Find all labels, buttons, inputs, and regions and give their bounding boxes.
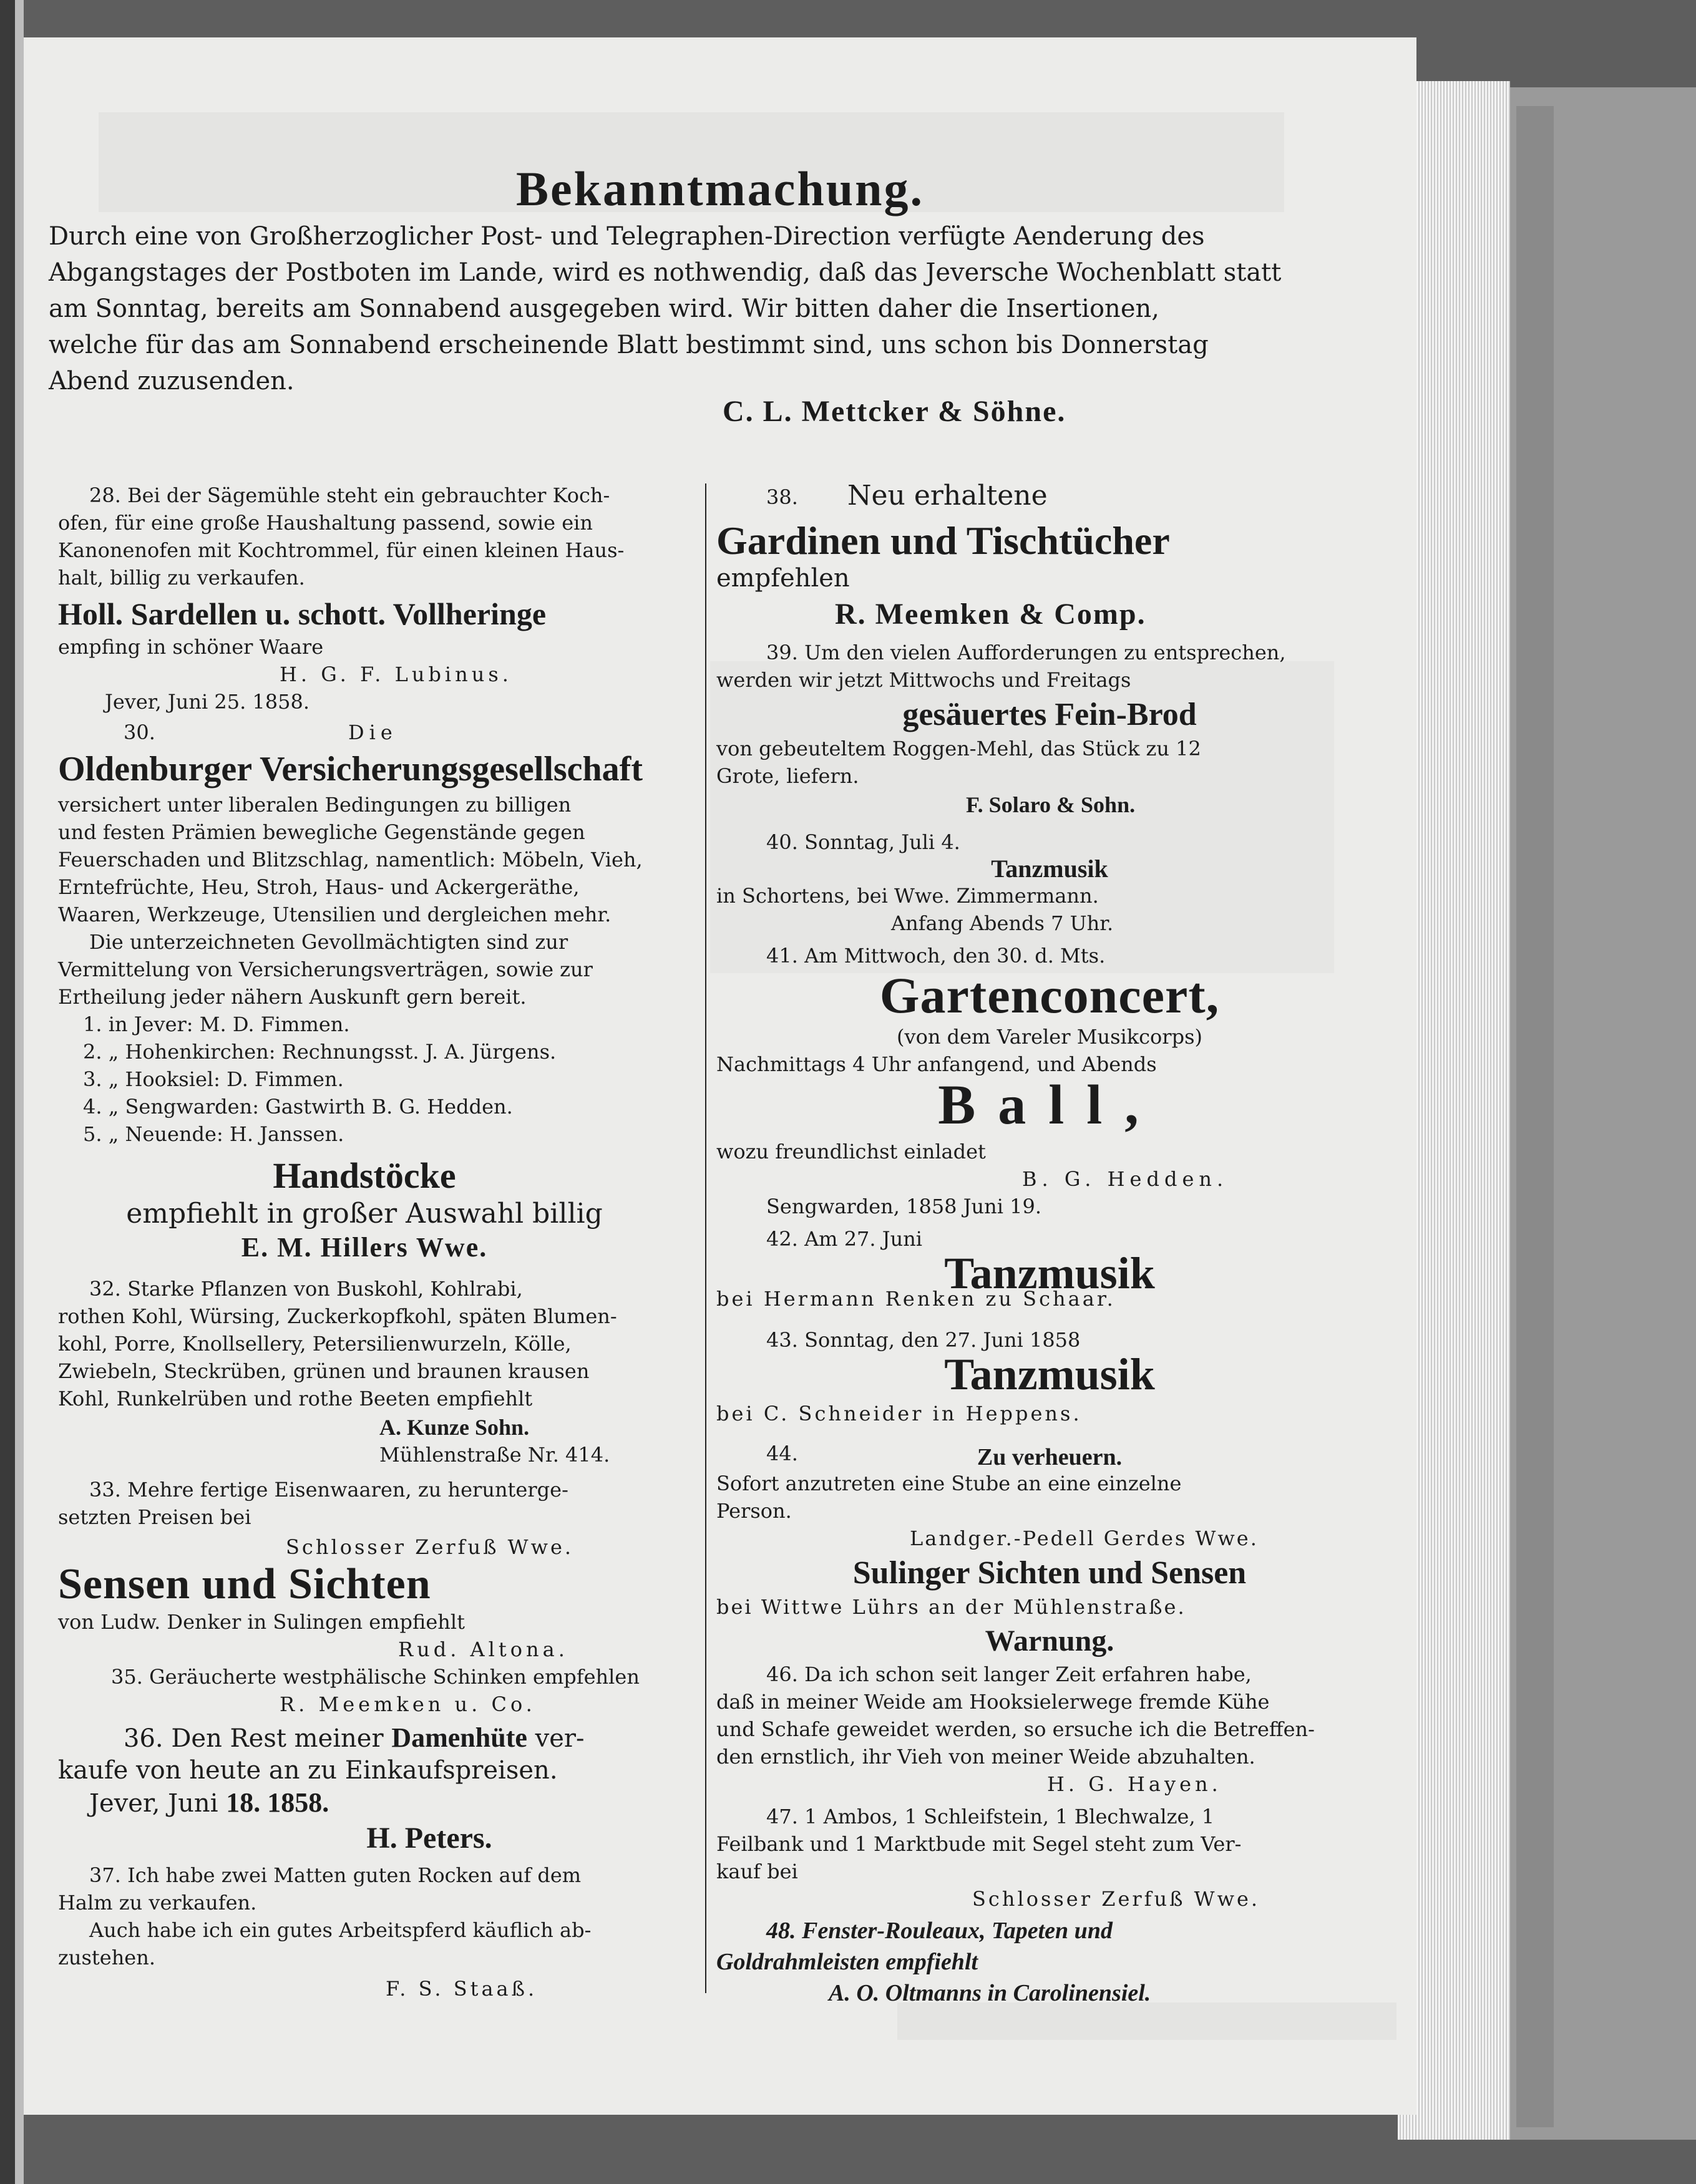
ad-37-line: 37. Ich habe zwei Matten guten Rocken auf dem	[89, 1863, 582, 1887]
ad-47-line: kauf bei	[716, 1860, 798, 1883]
ad-38-number: 38.	[766, 485, 798, 509]
ad-30-agent: 4. „ Sengwarden: Gastwirth B. G. Hedden.	[83, 1095, 513, 1119]
ad-38-line: empfehlen	[716, 564, 850, 593]
ad-39-line: von gebeuteltem Roggen-Mehl, das Stück zu 12	[716, 737, 1201, 760]
ad-sensen-text: von Ludw. Denker in Sulingen empfiehlt	[58, 1610, 465, 1634]
ad-handstocke-signature: E. M. Hillers Wwe.	[241, 1232, 488, 1263]
ad-30-agent: 2. „ Hohenkirchen: Rechnungsst. J. A. Jürgens.	[83, 1040, 557, 1064]
ad-40-line: 40. Sonntag, Juli 4.	[766, 830, 960, 854]
ad-32-line: 32. Starke Pflanzen von Buskohl, Kohlrabi,	[89, 1277, 523, 1301]
ad-38-line: Neu erhaltene	[847, 480, 1048, 512]
ad-30-line: Ertheilung jeder nähern Auskunft gern bereit.	[58, 985, 527, 1009]
book-spine-shadow	[0, 0, 15, 2184]
ad-39-title: gesäuertes Fein-Brod	[902, 697, 1197, 732]
ad-36-line: kaufe von heute an zu Einkaufspreisen.	[58, 1756, 558, 1785]
ad-44-number: 44.	[766, 1442, 798, 1465]
ad-40-line: in Schortens, bei Wwe. Zimmermann.	[716, 884, 1099, 908]
ad-30-line: Vermittelung von Versicherungsverträgen, sowie zur	[58, 958, 593, 981]
ad-36-signature: H. Peters.	[366, 1822, 492, 1855]
ad-30-line: versichert unter liberalen Bedingungen zu billigen	[58, 793, 572, 817]
ad-36-text: ver-	[535, 1724, 585, 1753]
ad-33-line: setzten Preisen bei	[58, 1505, 251, 1529]
ad-48-line: 48. Fenster-Rouleaux, Tapeten und	[766, 1918, 1113, 1944]
ad-47-line: Feilbank und 1 Marktbude mit Segel steht zum Ver-	[716, 1832, 1242, 1856]
page-title: Bekanntmachung.	[516, 162, 924, 216]
ad-39-line: werden wir jetzt Mittwochs und Freitags	[716, 668, 1131, 692]
ad-32-line: rothen Kohl, Würsing, Zuckerkopfkohl, späten Blumen-	[58, 1304, 617, 1328]
ad-44-line: Sofort anzutreten eine Stube an eine einzelne	[716, 1472, 1182, 1495]
ad-35-text: 35. Geräucherte westphälische Schinken empfehlen	[111, 1665, 640, 1689]
ad-39-line: Grote, liefern.	[716, 764, 859, 788]
ad-30-number: 30.	[124, 721, 155, 744]
ad-41-ball: Ball,	[938, 1074, 1161, 1136]
notice-signature: C. L. Mettcker & Söhne.	[723, 395, 1066, 428]
ad-35-signature: R. Meemken u. Co.	[280, 1692, 536, 1716]
ad-30-line: Feuerschaden und Blitzschlag, namentlich: Möbeln, Vieh,	[58, 848, 643, 871]
ad-37-line: Halm zu verkaufen.	[58, 1891, 257, 1915]
ad-sardellen-title: Holl. Sardellen u. schott. Vollheringe	[58, 596, 547, 631]
ad-42-line: bei Hermann Renken zu Schaar.	[716, 1287, 1116, 1311]
ad-30-title: Oldenburger Versicherungsgesellschaft	[58, 750, 643, 789]
ad-47-line: 47. 1 Ambos, 1 Schleifstein, 1 Blechwalze, 1	[766, 1805, 1215, 1828]
ad-46-line: daß in meiner Weide am Hooksielerwege fremde Kühe	[716, 1690, 1270, 1714]
ad-32-line: Zwiebeln, Steckrüben, grünen und braunen krausen	[58, 1359, 590, 1383]
ad-40-title: Tanzmusik	[991, 855, 1108, 883]
ad-36-text: 36. Den Rest meiner	[124, 1724, 384, 1753]
ad-28-line: 28. Bei der Sägemühle steht ein gebrauchter Koch-	[89, 483, 610, 507]
notice-line: Durch eine von Großherzoglicher Post- und Telegraphen-Direction verfügte Aenderung des	[49, 222, 1205, 251]
ad-47-signature: Schlosser Zerfuß Wwe.	[972, 1887, 1260, 1911]
ad-48-line: Goldrahmleisten empfiehlt	[716, 1949, 978, 1975]
notice-line: Abend zuzusenden.	[49, 367, 295, 396]
ad-40-line: Anfang Abends 7 Uhr.	[891, 911, 1114, 935]
ad-39-line: 39. Um den vielen Aufforderungen zu entsprechen,	[766, 641, 1286, 664]
ad-41-date: Sengwarden, 1858 Juni 19.	[766, 1195, 1042, 1218]
ad-46-line: 46. Da ich schon seit langer Zeit erfahren habe,	[766, 1662, 1252, 1686]
left-page-edge	[15, 0, 24, 2184]
ad-33-line: 33. Mehre fertige Eisenwaaren, zu herunterge-	[89, 1478, 568, 1502]
ad-handstocke-text: empfiehlt in großer Auswahl billig	[126, 1198, 603, 1230]
ad-30-line: Die unterzeichneten Gevollmächtigten sind zur	[89, 930, 568, 954]
ad-36-date-text: Jever, Juni	[89, 1789, 218, 1818]
ad-45-line: bei Wittwe Lührs an der Mühlenstraße.	[716, 1595, 1186, 1619]
ad-41-title: Gartenconcert,	[879, 967, 1220, 1024]
ad-42-title: Tanzmusik	[944, 1248, 1155, 1298]
ad-28-line: ofen, für eine große Haushaltung passend, sowie ein	[58, 511, 593, 535]
ad-sensen-signature: Rud. Altona.	[398, 1638, 568, 1661]
ad-30-agent: 1. in Jever: M. D. Fimmen.	[83, 1012, 350, 1036]
ad-41-line: Nachmittags 4 Uhr anfangend, und Abends	[716, 1052, 1157, 1076]
ad-41-line: 41. Am Mittwoch, den 30. d. Mts.	[766, 944, 1106, 968]
ad-32-line: Kohl, Runkelrüben und rothe Beeten empfiehlt	[58, 1387, 533, 1410]
ad-44-signature: Landger.-Pedell Gerdes Wwe.	[910, 1526, 1259, 1550]
notice-text	[49, 218, 1334, 399]
ad-43-title: Tanzmusik	[944, 1349, 1155, 1399]
ad-45-title: Sulinger Sichten und Sensen	[852, 1555, 1247, 1591]
ad-sensen-title: Sensen und Sichten	[58, 1560, 431, 1608]
ad-sardellen-text: empfing in schöner Waare	[58, 635, 324, 659]
ad-46-line: und Schafe geweidet werden, so ersuche ich die Betreffen-	[716, 1717, 1315, 1741]
ad-44-title: Zu verheuern.	[977, 1444, 1123, 1470]
ad-36-highlight: Damenhüte	[391, 1722, 527, 1753]
ad-38-title: Gardinen und Tischtücher	[716, 518, 1170, 563]
ad-30-line: Waaren, Werkzeuge, Utensilien und dergleichen mehr.	[58, 903, 612, 926]
ad-36-line	[124, 1722, 585, 1755]
ad-41-line: (von dem Vareler Musikcorps)	[897, 1025, 1202, 1049]
ad-30-agent: 5. „ Neuende: H. Janssen.	[83, 1122, 344, 1146]
ad-46-title: Warnung.	[985, 1624, 1114, 1657]
ad-33-signature: Schlosser Zerfuß Wwe.	[286, 1535, 574, 1559]
ad-46-signature: H. G. Hayen.	[1047, 1772, 1222, 1796]
ad-42-line: 42. Am 27. Juni	[766, 1227, 923, 1251]
ad-28-line: Kanonenofen mit Kochtrommel, für einen kleinen Haus-	[58, 538, 625, 562]
notice-line: Abgangstages der Postboten im Lande, wird es nothwendig, daß das Jeversche Wochenblatt statt	[49, 258, 1282, 287]
ad-30-line: Erntefrüchte, Heu, Stroh, Haus- und Ackergeräthe,	[58, 875, 580, 899]
ad-36-date	[89, 1787, 329, 1820]
ad-43-line: 43. Sonntag, den 27. Juni 1858	[766, 1328, 1081, 1352]
ad-30-line: und festen Prämien bewegliche Gegenstände gegen	[58, 820, 585, 844]
ad-28-line: halt, billig zu verkaufen.	[58, 566, 305, 590]
ad-37-signature: F. S. Staaß.	[386, 1977, 538, 2001]
notice-line: am Sonntag, bereits am Sonnabend ausgegeben wird. Wir bitten daher die Insertionen,	[49, 294, 1159, 323]
ad-30-agent: 3. „ Hooksiel: D. Fimmen.	[83, 1067, 344, 1091]
ad-41-signature: B. G. Hedden.	[1022, 1167, 1229, 1191]
ad-32-signature: A. Kunze Sohn.	[379, 1415, 530, 1440]
ad-sardellen-date: Jever, Juni 25. 1858.	[105, 690, 310, 714]
ad-38-signature: R. Meemken & Comp.	[835, 598, 1146, 631]
ad-32-line: kohl, Porre, Knollsellery, Petersilienwurzeln, Kölle,	[58, 1332, 572, 1356]
ad-39-signature: F. Solaro & Sohn.	[966, 792, 1136, 817]
ad-48-line: A. O. Oltmanns in Carolinensiel.	[829, 1980, 1151, 2006]
ad-37-line: Auch habe ich ein gutes Arbeitspferd käuflich ab-	[89, 1918, 592, 1942]
ad-30-die: Die	[348, 721, 397, 744]
ad-handstocke-title: Handstöcke	[273, 1155, 456, 1196]
ad-41-line: wozu freundlichst einladet	[716, 1140, 986, 1163]
notice-line: welche für das am Sonnabend erscheinende Blatt bestimmt sind, uns schon bis Donnerstag	[49, 331, 1209, 359]
ad-43-line: bei C. Schneider in Heppens.	[716, 1402, 1082, 1425]
book-cover-inner	[1516, 106, 1554, 2127]
ad-32-address: Mühlenstraße Nr. 414.	[379, 1443, 610, 1467]
ad-44-line: Person.	[716, 1499, 792, 1523]
ad-37-line: zustehen.	[58, 1946, 156, 1969]
ad-36-date-year: 18. 1858.	[226, 1787, 329, 1818]
ad-46-line: den ernstlich, ihr Vieh von meiner Weide abzuhalten.	[716, 1745, 1255, 1769]
newspaper-page	[24, 37, 1416, 2115]
ad-sardellen-signature: H. G. F. Lubinus.	[280, 662, 512, 686]
